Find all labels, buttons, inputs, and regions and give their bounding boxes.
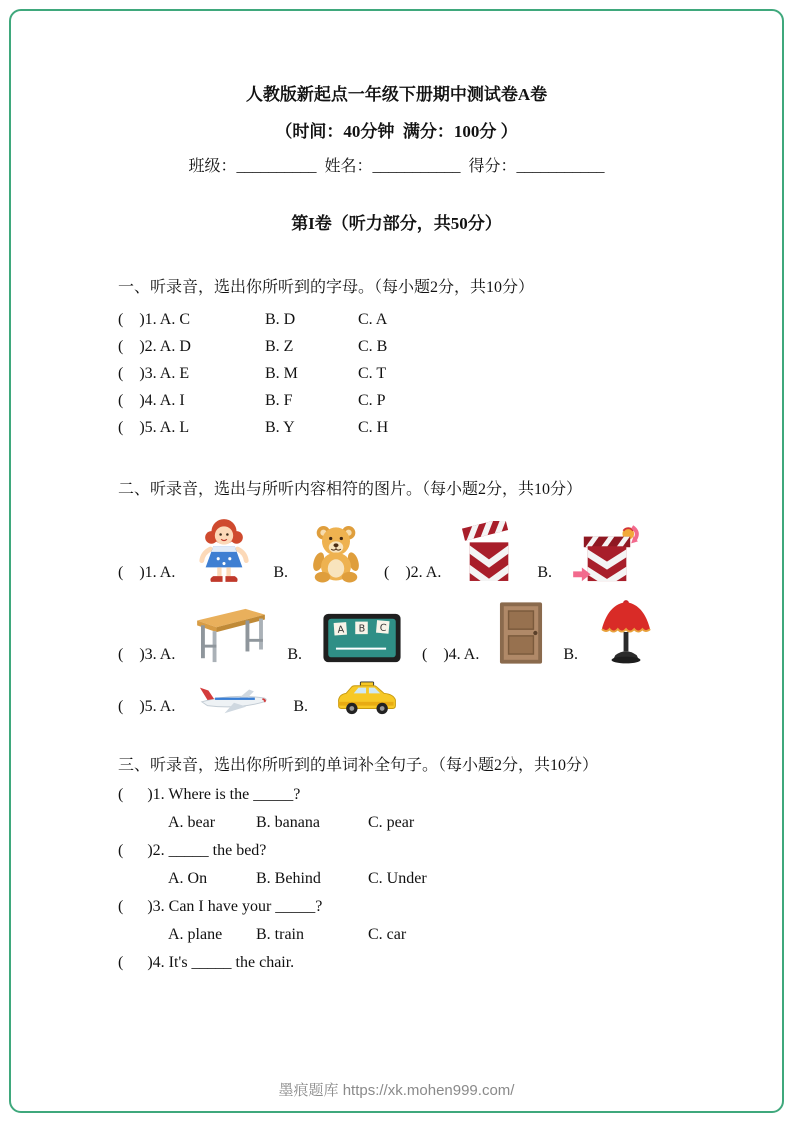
option-b: B. M	[265, 365, 298, 382]
doll-image	[195, 517, 253, 583]
option-a: A. plane	[168, 926, 223, 943]
option-b: B. Z	[265, 338, 294, 355]
question2-label: ( )2. A.	[384, 564, 442, 581]
option-a: ( )2. A. D	[118, 338, 191, 355]
sentence-question-2	[118, 837, 729, 893]
option-c: C. car	[368, 926, 407, 943]
option-b: B. Behind	[256, 870, 321, 887]
question-text: ( )3. Can I have your _____?	[118, 898, 323, 915]
section3-questions	[118, 781, 729, 977]
option-b: B. D	[265, 311, 296, 328]
option-a: ( )4. A. I	[118, 392, 185, 409]
option-c: C. A	[358, 311, 388, 328]
question4-label: ( )4. A.	[422, 646, 480, 663]
question-text: ( )1. Where is the _____?	[118, 786, 301, 803]
option-b: B. F	[265, 392, 293, 409]
option-b: B. train	[256, 926, 304, 943]
option-c: C. T	[358, 365, 387, 382]
question5-label: ( )5. A.	[118, 698, 176, 715]
listening-letter-question-4	[118, 387, 729, 414]
listening-letter-question-1	[118, 306, 729, 333]
option-b: B. Y	[265, 419, 295, 436]
gift-box-with-arrows-image	[572, 525, 642, 583]
wooden-door-image	[499, 601, 543, 665]
option-a: ( )1. A. C	[118, 311, 190, 328]
footer-site-text: 墨痕题库 https://xk.mohen999.com/	[278, 1082, 515, 1099]
sentence-question-4	[118, 949, 729, 977]
picture-question-row-2	[118, 599, 729, 665]
svg-text:C: C	[379, 622, 387, 635]
part1-title: 第I卷（听力部分，共50分）	[291, 214, 502, 233]
question4-option-b-label: B.	[563, 646, 578, 663]
svg-text:A: A	[337, 624, 345, 636]
option-b: B. banana	[256, 814, 320, 831]
option-c: C. P	[358, 392, 386, 409]
question-text: ( )2. _____ the bed?	[118, 842, 267, 859]
option-c: C. Under	[368, 870, 427, 887]
sentence-question-1	[118, 781, 729, 837]
section1-questions	[118, 306, 729, 441]
section1-heading: 一、听录音，选出你所听到的字母。（每小题2分，共10分）	[118, 279, 535, 296]
paper-subtitle: （时间：40分钟 满分：100分 ）	[275, 122, 518, 141]
section2-heading: 二、听录音，选出与所听内容相符的图片。（每小题2分，共10分）	[118, 481, 583, 498]
option-a: A. On	[168, 870, 208, 887]
listening-letter-question-3	[118, 360, 729, 387]
svg-text:B: B	[358, 623, 366, 635]
question-text: ( )4. It's _____ the chair.	[118, 954, 295, 971]
student-info-line: 班级：__________ 姓名：___________ 得分：___________	[188, 158, 605, 175]
question2-option-b-label: B.	[537, 564, 552, 581]
listening-letter-question-2	[118, 333, 729, 360]
question3-option-b-label: B.	[287, 646, 302, 663]
option-c: C. H	[358, 419, 389, 436]
teddy-bear-image	[308, 523, 364, 583]
open-gift-box-image	[461, 521, 517, 583]
option-c: C. B	[358, 338, 388, 355]
option-c: C. pear	[368, 814, 415, 831]
question-options	[118, 921, 729, 949]
blackboard-with-abc-image	[322, 611, 402, 665]
question5-option-b-label: B.	[293, 698, 308, 715]
airplane-image	[195, 681, 273, 717]
question-options	[118, 809, 729, 837]
page-footer	[0, 1079, 793, 1100]
option-a: ( )5. A. L	[118, 419, 190, 436]
picture-question-row-3	[118, 681, 729, 717]
paper-title: 人教版新起点一年级下册期中测试卷A卷	[245, 85, 548, 104]
red-table-lamp-image	[598, 599, 654, 665]
school-desk-image	[195, 605, 267, 665]
question3-label: ( )3. A.	[118, 646, 176, 663]
sentence-question-3	[118, 893, 729, 949]
picture-question-row-1	[118, 517, 729, 583]
question1-option-b-label: B.	[273, 564, 288, 581]
paper-header	[0, 0, 793, 235]
paper-body	[0, 277, 793, 977]
listening-letter-question-5	[118, 414, 729, 441]
section3-heading: 三、听录音，选出你所听到的单词补全句子。（每小题2分，共10分）	[118, 757, 599, 774]
question-options	[118, 865, 729, 893]
question1-label: ( )1. A.	[118, 564, 176, 581]
yellow-taxi-image	[328, 681, 406, 717]
option-a: ( )3. A. E	[118, 365, 190, 382]
option-a: A. bear	[168, 814, 216, 831]
